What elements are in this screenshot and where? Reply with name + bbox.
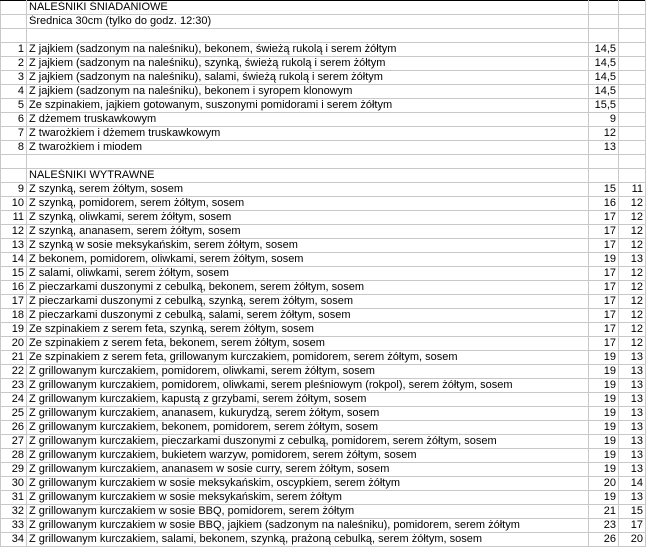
item-number[interactable]: 7 [1,127,27,141]
table-row [1,533,646,547]
table-row [1,141,646,155]
item-price[interactable]: 17 [589,211,619,225]
item-description[interactable]: Z szynką, oliwkami, serem żółtym, sosem [27,211,589,225]
item-description[interactable]: Z pieczarkami duszonymi z cebulką, salami, serem żółtym, sosem [27,309,589,323]
item-description[interactable]: Z grillowanym kurczakiem, pomidorem, oliwkami, serem pleśniowym (rokpol), serem żółtym, sosem [27,379,589,393]
empty-cell[interactable] [619,29,646,43]
item-description[interactable]: Z grillowanym kurczakiem, ananasem, kukurydzą, serem żółtym, sosem [27,407,589,421]
empty-cell[interactable] [1,169,27,183]
empty-cell[interactable] [589,15,619,29]
item-price[interactable]: 15,5 [589,99,619,113]
empty-cell[interactable] [589,169,619,183]
item-description[interactable]: Z szynką, pomidorem, serem żółtym, sosem [27,197,589,211]
item-number[interactable]: 1 [1,43,27,57]
empty-cell[interactable] [619,1,646,15]
item-number[interactable]: 3 [1,71,27,85]
empty-cell[interactable] [619,169,646,183]
item-description[interactable]: Z jajkiem (sadzonym na naleśniku), salami, świeżą rukolą i serem żółtym [27,71,589,85]
item-number[interactable]: 13 [1,239,27,253]
item-description[interactable]: Z grillowanym kurczakiem, pieczarkami duszonymi z cebulką, pomidorem, serem żółtym, sosem [27,435,589,449]
item-price-small[interactable] [619,85,646,99]
item-price[interactable]: 14,5 [589,57,619,71]
item-description[interactable]: Z salami, oliwkami, serem żółtym, sosem [27,267,589,281]
item-price-small[interactable]: 13 [619,421,646,435]
item-number[interactable]: 28 [1,449,27,463]
item-price-small[interactable]: 13 [619,393,646,407]
section-title-savory-row [1,169,646,183]
item-price-small[interactable]: 13 [619,463,646,477]
table-row [1,239,646,253]
item-price[interactable]: 19 [589,463,619,477]
item-price[interactable]: 17 [589,309,619,323]
item-price-small[interactable]: 17 [619,519,646,533]
table-row [1,351,646,365]
item-number[interactable]: 22 [1,365,27,379]
item-description[interactable]: Z grillowanym kurczakiem, pomidorem, oliwkami, serem żółtym, sosem [27,365,589,379]
item-number[interactable]: 34 [1,533,27,547]
table-row [1,267,646,281]
item-price[interactable]: 19 [589,393,619,407]
table-row [1,295,646,309]
item-price-small[interactable] [619,71,646,85]
item-price[interactable]: 17 [589,295,619,309]
item-price-small[interactable]: 13 [619,435,646,449]
item-price[interactable]: 17 [589,225,619,239]
table-row [1,281,646,295]
item-price-small[interactable]: 12 [619,309,646,323]
item-price[interactable]: 23 [589,519,619,533]
section-subtitle-diameter[interactable]: Średnica 30cm (tylko do godz. 12:30) [27,15,589,29]
item-description[interactable]: Z twarożkiem i miodem [27,141,589,155]
item-price[interactable]: 19 [589,253,619,267]
table-row [1,99,646,113]
item-description[interactable]: Z szynką, serem żółtym, sosem [27,183,589,197]
empty-cell[interactable] [1,1,27,15]
item-price-small[interactable]: 13 [619,351,646,365]
item-description[interactable]: Ze szpinakiem z serem feta, grillowanym kurczakiem, pomidorem, serem żółtym, sosem [27,351,589,365]
item-description[interactable]: Z bekonem, pomidorem, oliwkami, serem żółtym, sosem [27,253,589,267]
item-price-small[interactable]: 13 [619,449,646,463]
table-row [1,71,646,85]
item-number[interactable]: 4 [1,85,27,99]
item-price[interactable]: 17 [589,267,619,281]
table-row [1,43,646,57]
item-description[interactable]: Z grillowanym kurczakiem w sosie BBQ, pomidorem, serem żółtym [27,505,589,519]
section-subtitle-diameter-row [1,15,646,29]
table-row [1,57,646,71]
item-description[interactable]: Z jajkiem (sadzonym na naleśniku), szynką, świeżą rukolą i serem żółtym [27,57,589,71]
item-number[interactable]: 6 [1,113,27,127]
item-number[interactable]: 24 [1,393,27,407]
item-description[interactable]: Z grillowanym kurczakiem, kapustą z grzybami, serem żółtym, sosem [27,393,589,407]
table-row [1,309,646,323]
item-price-small[interactable]: 12 [619,225,646,239]
item-price-small[interactable]: 20 [619,533,646,547]
table-row [1,505,646,519]
item-number[interactable]: 25 [1,407,27,421]
item-number[interactable]: 16 [1,281,27,295]
item-price[interactable]: 19 [589,491,619,505]
item-price[interactable]: 9 [589,113,619,127]
item-description[interactable]: Z jajkiem (sadzonym na naleśniku), bekonem i syropem klonowym [27,85,589,99]
item-number[interactable]: 20 [1,337,27,351]
item-price[interactable]: 19 [589,449,619,463]
item-description[interactable]: Z grillowanym kurczakiem, salami, bekonem, szynką, prażoną cebulką, serem żółtym, sosem [27,533,589,547]
table-row [1,85,646,99]
item-description[interactable]: Z twarożkiem i dżemem truskawkowym [27,127,589,141]
empty-cell[interactable] [619,155,646,169]
section-title-savory[interactable]: NALEŚNIKI WYTRAWNE [27,169,589,183]
empty-cell[interactable] [589,155,619,169]
table-row [1,323,646,337]
empty-cell[interactable] [589,1,619,15]
item-description[interactable]: Z grillowanym kurczakiem, ananasem w sosie curry, serem żółtym, sosem [27,463,589,477]
item-price[interactable]: 14,5 [589,71,619,85]
item-price[interactable]: 19 [589,421,619,435]
item-number[interactable]: 10 [1,197,27,211]
item-price-small[interactable]: 13 [619,379,646,393]
item-number[interactable]: 33 [1,519,27,533]
item-number[interactable]: 15 [1,267,27,281]
item-number[interactable]: 30 [1,477,27,491]
item-price-small[interactable]: 13 [619,407,646,421]
item-price[interactable]: 19 [589,407,619,421]
spacer-row [1,155,646,169]
item-number[interactable]: 19 [1,323,27,337]
item-price[interactable]: 19 [589,351,619,365]
table-row [1,519,646,533]
empty-cell[interactable] [27,29,589,43]
item-price[interactable]: 19 [589,379,619,393]
item-price-small[interactable]: 15 [619,505,646,519]
item-number[interactable]: 26 [1,421,27,435]
item-description[interactable]: Z grillowanym kurczakiem w sosie BBQ, jajkiem (sadzonym na naleśniku), pomidorem, serem żółtym [27,519,589,533]
item-price-small[interactable] [619,127,646,141]
item-price[interactable]: 13 [589,141,619,155]
item-price-small[interactable]: 13 [619,491,646,505]
table-row [1,365,646,379]
item-price-small[interactable]: 14 [619,477,646,491]
item-price-small[interactable]: 11 [619,183,646,197]
item-number[interactable]: 5 [1,99,27,113]
item-description[interactable]: Z szynką w sosie meksykańskim, serem żółtym, sosem [27,239,589,253]
empty-cell[interactable] [1,15,27,29]
table-row [1,113,646,127]
table-row [1,379,646,393]
item-price[interactable]: 16 [589,197,619,211]
table-row [1,337,646,351]
table-row [1,211,646,225]
item-number[interactable]: 2 [1,57,27,71]
item-price[interactable]: 14,5 [589,85,619,99]
table-row [1,183,646,197]
item-number[interactable]: 11 [1,211,27,225]
item-price[interactable]: 17 [589,337,619,351]
item-price-small[interactable]: 12 [619,197,646,211]
item-number[interactable]: 17 [1,295,27,309]
table-row [1,225,646,239]
table-row [1,477,646,491]
item-description[interactable]: Ze szpinakiem z serem feta, bekonem, serem żółtym, sosem [27,337,589,351]
item-description[interactable]: Z szynką, ananasem, serem żółtym, sosem [27,225,589,239]
table-row [1,197,646,211]
item-number[interactable]: 18 [1,309,27,323]
table-row [1,253,646,267]
item-price-small[interactable]: 12 [619,211,646,225]
item-price-small[interactable] [619,99,646,113]
item-description[interactable]: Z grillowanym kurczakiem, bekonem, pomidorem, serem żółtym, sosem [27,421,589,435]
table-row [1,491,646,505]
item-price-small[interactable] [619,141,646,155]
item-description[interactable]: Z grillowanym kurczakiem, bukietem warzyw, pomidorem, serem żółtym, sosem [27,449,589,463]
item-number[interactable]: 31 [1,491,27,505]
empty-cell[interactable] [1,155,27,169]
table-row [1,421,646,435]
item-description[interactable]: Z dżemem truskawkowym [27,113,589,127]
item-price-small[interactable]: 12 [619,323,646,337]
table-row [1,127,646,141]
table-row [1,463,646,477]
item-price-small[interactable]: 12 [619,267,646,281]
item-description[interactable]: Ze szpinakiem z serem feta, szynką, serem żółtym, sosem [27,323,589,337]
menu-table-body [1,1,646,547]
item-description[interactable]: Z jajkiem (sadzonym na naleśniku), bekonem, świeżą rukolą i serem żółtym [27,43,589,57]
empty-cell[interactable] [619,15,646,29]
section-title-breakfast-row [1,1,646,15]
item-price[interactable]: 15 [589,183,619,197]
item-price-small[interactable] [619,57,646,71]
item-number[interactable]: 23 [1,379,27,393]
item-price[interactable]: 17 [589,239,619,253]
item-price-small[interactable]: 13 [619,253,646,267]
item-price[interactable]: 19 [589,435,619,449]
item-price-small[interactable] [619,113,646,127]
table-row [1,449,646,463]
item-price-small[interactable] [619,43,646,57]
item-price[interactable]: 12 [589,127,619,141]
item-price[interactable]: 17 [589,281,619,295]
item-price-small[interactable]: 12 [619,295,646,309]
item-number[interactable]: 14 [1,253,27,267]
empty-cell[interactable] [27,155,589,169]
empty-cell[interactable] [1,29,27,43]
item-price-small[interactable]: 13 [619,365,646,379]
item-price[interactable]: 20 [589,477,619,491]
item-price-small[interactable]: 12 [619,281,646,295]
section-title-breakfast[interactable]: NALEŚNIKI ŚNIADANIOWE [27,1,589,15]
item-description[interactable]: Z pieczarkami duszonymi z cebulką, bekonem, serem żółtym, sosem [27,281,589,295]
item-description[interactable]: Ze szpinakiem, jajkiem gotowanym, suszonymi pomidorami i serem żółtym [27,99,589,113]
item-price[interactable]: 21 [589,505,619,519]
item-price[interactable]: 17 [589,323,619,337]
item-description[interactable]: Z pieczarkami duszonymi z cebulką, szynką, serem żółtym, sosem [27,295,589,309]
table-row [1,393,646,407]
item-number[interactable]: 27 [1,435,27,449]
item-price-small[interactable]: 12 [619,337,646,351]
table-row [1,435,646,449]
item-description[interactable]: Z grillowanym kurczakiem w sosie meksykańskim, oscypkiem, serem żółtym [27,477,589,491]
item-number[interactable]: 12 [1,225,27,239]
table-row [1,407,646,421]
spacer-row [1,29,646,43]
item-price-small[interactable]: 12 [619,239,646,253]
item-price[interactable]: 19 [589,365,619,379]
item-description[interactable]: Z grillowanym kurczakiem w sosie meksykańskim, serem żółtym [27,491,589,505]
item-price[interactable]: 26 [589,533,619,547]
item-number[interactable]: 32 [1,505,27,519]
item-number[interactable]: 21 [1,351,27,365]
item-price[interactable]: 14,5 [589,43,619,57]
empty-cell[interactable] [589,29,619,43]
item-number[interactable]: 29 [1,463,27,477]
item-number[interactable]: 8 [1,141,27,155]
item-number[interactable]: 9 [1,183,27,197]
